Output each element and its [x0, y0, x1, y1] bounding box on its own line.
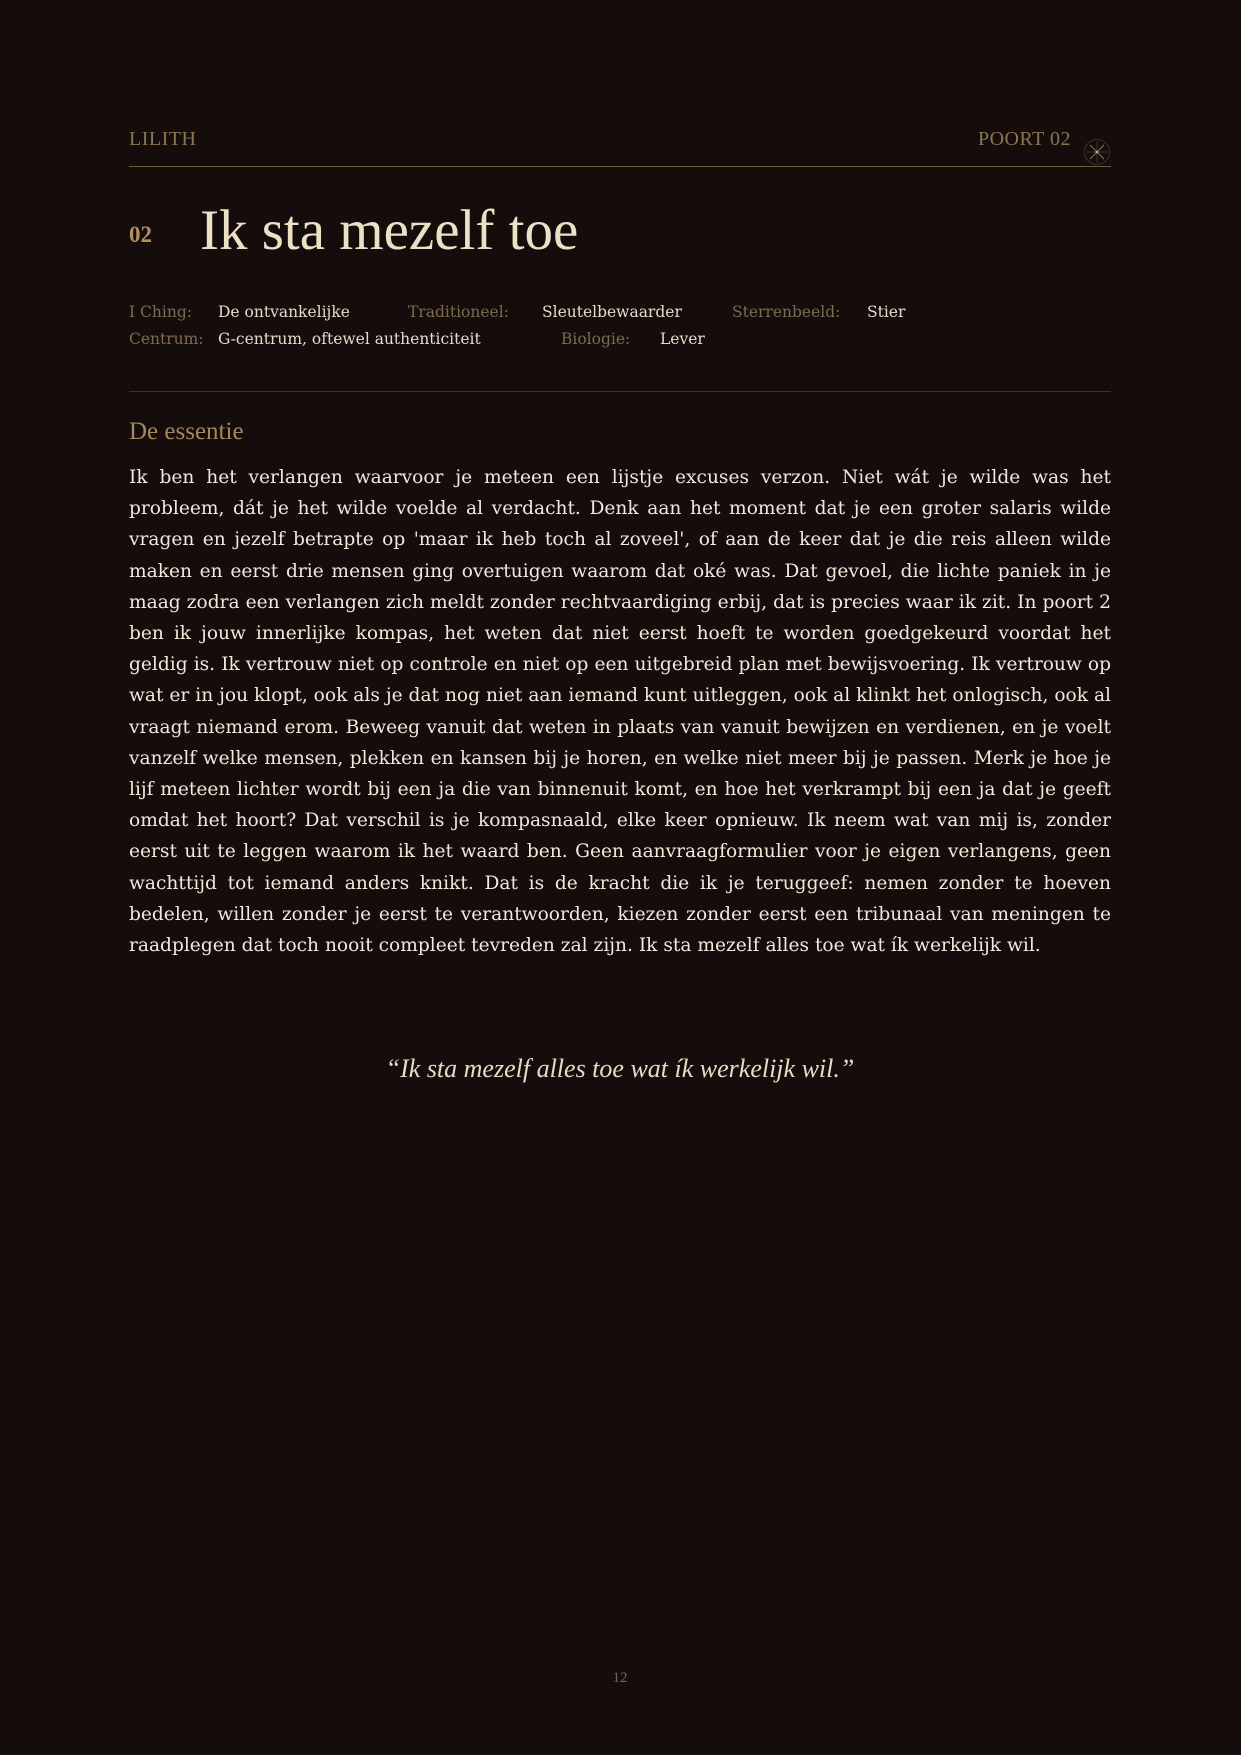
- title-row: [129, 196, 1111, 266]
- section-title: De essentie: [129, 418, 244, 445]
- biology-label: Biologie:: [561, 330, 631, 348]
- i-ching-label: I Ching:: [129, 303, 192, 321]
- i-ching-value: De ontvankelijke: [218, 303, 350, 321]
- page-header: [129, 128, 1111, 167]
- gate-label: POORT 02: [977, 128, 1071, 150]
- page-number: 12: [612, 1670, 628, 1686]
- biology-value: Lever: [660, 330, 705, 348]
- pull-quote: “Ik sta mezelf alles toe wat ík werkelijk wil.”: [385, 1054, 855, 1083]
- meta-row-2: [129, 328, 1111, 350]
- section-divider: [129, 391, 1111, 392]
- section-body: Ik ben het verlangen waarvoor je meteen een lijstje excuses verzon. Niet wát je wilde was het probleem, dát je het wilde voelde al verdacht. Denk aan het moment dat je een groter salaris wilde vragen en jezelf betrapte op 'maar ik heb toch al zoveel', of aan de keer dat je die reis alleen wilde maken en eerst drie mensen ging overtuigen waarom dat oké was. Dat gevoel, die lichte paniek in je maag zodra een verlangen zich meldt zonder rechtvaardiging erbij, dat is precies waar ik zit. In poort 2 ben ik jouw innerlijke kompas, het weten dat niet eerst hoeft te worden goedgekeurd voordat het geldig is. Ik vertrouw niet op controle en niet op een uitgebreid plan met bewijsvoering. Ik vertrouw op wat er in jou klopt, ook als je dat nog niet aan iemand kunt uitleggen, ook al klinkt het onlogisch, ook al vraagt niemand erom. Beweeg vanuit dat weten in plaats van vanuit bewijzen en verdienen, en je voelt vanzelf welke mensen, plekken en kansen bij je horen, en welke niet meer bij je passen. Merk je hoe je lijf meteen lichter wordt bij een ja die van binnenuit komt, en hoe het verkrampt bij een ja dat je geeft omdat het hoort? Dat verschil is je kompasnaald, elke keer opnieuw. Ik neem wat van mij is, zonder eerst uit te leggen waarom ik het waard ben. Geen aanvraagformulier voor je eigen verlangens, geen wachttijd tot iemand anders knikt. Dat is de kracht die ik je teruggeef: nemen zonder te hoeven bedelen, willen zonder je eerst te verantwoorden, kiezen zonder eerst een tribunaal van meningen te raadplegen dat toch nooit compleet tevreden zal zijn. Ik sta mezelf alles toe wat ík werkelijk wil.: [129, 467, 1111, 957]
- meta-row-1: [129, 301, 1111, 323]
- page: [129, 0, 1111, 1755]
- brand-name: LILITH: [129, 128, 197, 150]
- zodiac-value: Stier: [867, 303, 906, 321]
- compass-star-icon: [1083, 138, 1111, 166]
- zodiac-label: Sterrenbeeld:: [732, 303, 841, 321]
- traditional-label: Traditioneel:: [408, 303, 509, 321]
- page-title: Ik sta mezelf toe: [200, 199, 579, 262]
- center-value: G-centrum, oftewel authenticiteit: [218, 330, 481, 348]
- traditional-value: Sleutelbewaarder: [542, 303, 682, 321]
- gate-number: 02: [129, 222, 152, 247]
- center-label: Centrum:: [129, 330, 204, 348]
